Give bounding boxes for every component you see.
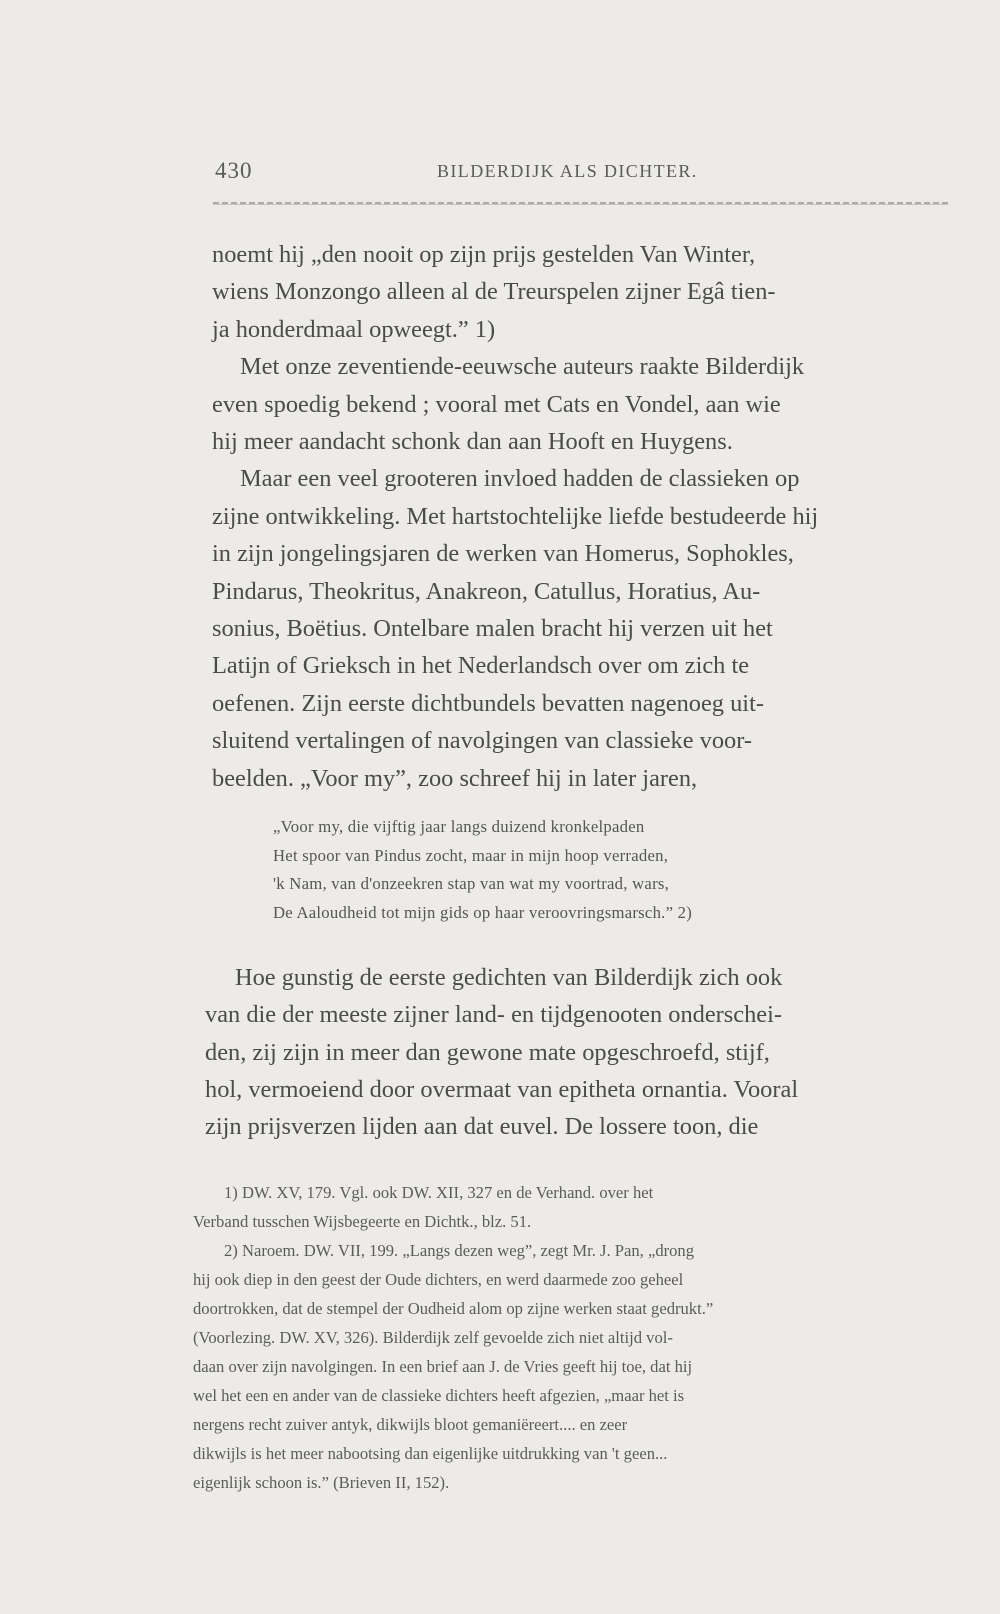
body-line: sonius, Boëtius. Ontelbare malen bracht hij verzen uit het	[212, 615, 773, 643]
footnote-line: nergens recht zuiver antyk, dikwijls bloot gemaniëreert.... en zeer	[193, 1415, 628, 1434]
footnote-line: 1) DW. XV, 179. Vgl. ook DW. XII, 327 en de Verhand. over het	[224, 1183, 654, 1202]
quote-line: 'k Nam, van d'onzeekren stap van wat my voortrad, wars,	[273, 874, 670, 893]
footnote-line: wel het een en ander van de classieke dichters heeft afgezien, „maar het is	[193, 1386, 685, 1405]
body-line: even spoedig bekend ; vooral met Cats en Vondel, aan wie	[212, 390, 781, 418]
footnote-line: dikwijls is het meer nabootsing dan eigenlijke uitdrukking van 't geen...	[193, 1444, 668, 1463]
body-line: Hoe gunstig de eerste gedichten van Bilderdijk zich ook	[235, 964, 783, 991]
body-line: hij meer aandacht schonk dan aan Hooft en Huygens.	[212, 428, 733, 456]
body-line: beelden. „Voor my”, zoo schreef hij in later jaren,	[212, 764, 698, 792]
quote-line: „Voor my, die vijftig jaar langs duizend kronkelpaden	[273, 817, 645, 836]
body-line: hol, vermoeiend door overmaat van epitheta ornantia. Vooral	[205, 1075, 799, 1103]
footnotes	[193, 1178, 953, 1497]
body-line: sluitend vertalingen of navolgingen van classieke voor-	[212, 727, 753, 755]
footnote-line: Verband tusschen Wijsbegeerte en Dichtk., blz. 51.	[193, 1212, 532, 1231]
page-number: 430	[215, 158, 253, 183]
quote-line: Het spoor van Pindus zocht, maar in mijn hoop verraden,	[273, 845, 669, 865]
body-line: oefenen. Zijn eerste dichtbundels bevatten nagenoeg uit-	[212, 689, 764, 717]
footnote-line: eigenlijk schoon is.” (Brieven II, 152).	[193, 1473, 450, 1492]
footnote-line: doortrokken, dat de stempel der Oudheid alom op zijne werken staat gedrukt.”	[193, 1299, 714, 1318]
body-line: Pindarus, Theokritus, Anakreon, Catullus, Horatius, Au-	[212, 577, 761, 605]
page-header	[215, 158, 945, 198]
body-line: Met onze zeventiende-eeuwsche auteurs raakte Bilderdijk	[240, 353, 805, 381]
body-line: ja honderdmaal opweegt.” 1)	[212, 315, 496, 343]
main-paragraphs	[212, 236, 948, 797]
quote-line: De Aaloudheid tot mijn gids op haar veroovringsmarsch.” 2)	[273, 902, 693, 922]
body-line: den, zij zijn in meer dan gewone mate opgeschroefd, stijf,	[205, 1038, 770, 1066]
body-line: zijn prijsverzen lijden aan dat euvel. De lossere toon, die	[205, 1113, 759, 1141]
body-line: Maar een veel grooteren invloed hadden de classieken op	[240, 465, 800, 493]
header-rule	[213, 201, 948, 206]
footnote-line: daan over zijn navolgingen. In een brief aan J. de Vries geeft hij toe, dat hij	[193, 1357, 693, 1376]
body-line: Latijn of Grieksch in het Nederlandsch over om zich te	[212, 652, 750, 680]
running-head: BILDERDIJK ALS DICHTER.	[437, 161, 698, 181]
footnote-line: 2) Naroem. DW. VII, 199. „Langs dezen weg”, zegt Mr. J. Pan, „drong	[224, 1241, 695, 1260]
body-line: noemt hij „den nooit op zijn prijs gestelden Van Winter,	[212, 241, 756, 268]
footnote-line: hij ook diep in den geest der Oude dichters, en werd daarmede zoo geheel	[193, 1270, 684, 1289]
body-line: in zijn jongelingsjaren de werken van Homerus, Sophokles,	[212, 540, 794, 568]
body-line: van die der meeste zijner land- en tijdgenooten onderschei-	[205, 1001, 783, 1029]
second-paragraph	[205, 959, 947, 1145]
verse-quotation	[273, 813, 893, 927]
footnote-line: (Voorlezing. DW. XV, 326). Bilderdijk zelf gevoelde zich niet altijd vol-	[193, 1328, 673, 1347]
body-line: zijne ontwikkeling. Met hartstochtelijke liefde bestudeerde hij	[212, 502, 819, 530]
body-line: wiens Monzongo alleen al de Treurspelen zijner Egâ tien-	[212, 278, 776, 306]
